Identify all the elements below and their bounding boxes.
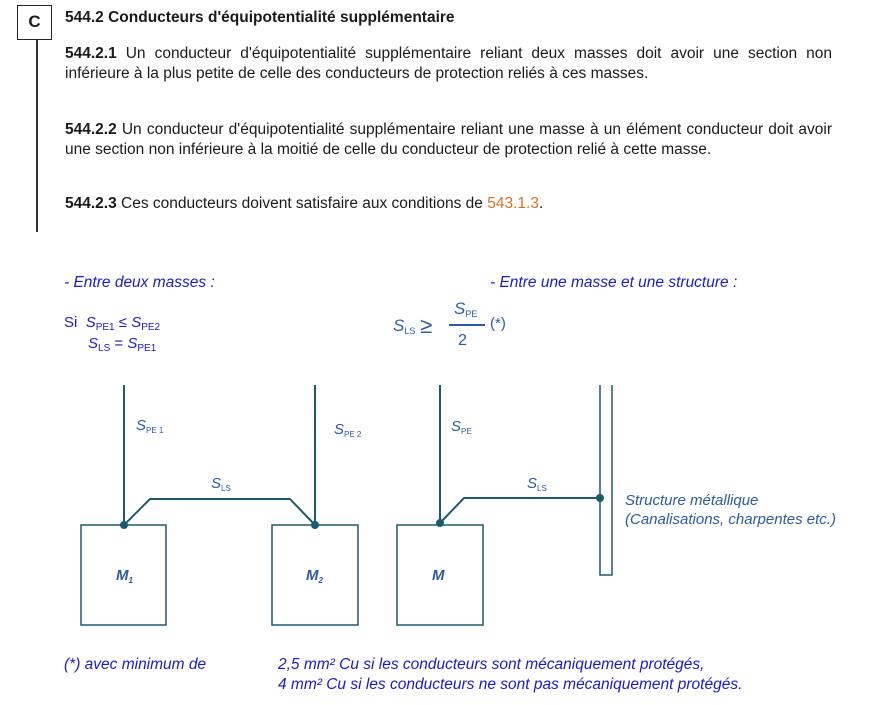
leq-sign: ≤ [118,314,128,331]
subscript-ls: LS [98,343,111,354]
label-m: M [432,567,445,584]
subscript-pe1: PE1 [137,343,157,354]
box-letter: M [116,567,129,584]
paragraph-number: 544.2.2 [65,121,117,138]
paragraph-text-end: . [538,195,544,212]
label-sub: PE 2 [344,430,362,439]
label-spe [451,418,472,436]
subscript-ls: LS [404,326,416,336]
structure-line-2: (Canalisations, charpentes etc.) [625,511,836,528]
heading-mass-structure: - Entre une masse et une structure : [490,274,738,291]
junction-dot [436,519,444,527]
section-badge: C [17,5,52,40]
symbol-s: S [334,421,345,438]
symbol-s: S [127,335,138,352]
junction-dot [120,521,128,529]
label-sub: LS [221,484,231,493]
reference-link[interactable]: 543.1.3 [487,195,539,212]
paragraph-text: Un conducteur d'équipotentialité supplémentaire reliant deux masses doit avoir une section non inférieure à la plus petite de celle des conducteurs de protection reliés à ces masses. [65,45,832,82]
paragraph-text: Un conducteur d'équipotentialité supplémentaire reliant une masse à un élément conducteur doit avoir une section non inférieure à la moitié de celle du conducteur de protection relié à cette masse. [65,121,832,158]
conductor-ls-left [124,499,315,525]
paragraph-text: Ces conducteurs doivent satisfaire aux conditions de [116,195,488,212]
paragraph-number: 544.2.3 [65,195,117,212]
symbol-s: S [136,417,147,434]
conductor-ls-right [440,498,600,523]
label-sls-left [211,475,231,493]
eq-sign: = [114,335,124,352]
symbol-s: S [393,316,405,335]
paragraph-number: 544.2.1 [65,45,117,62]
symbol-s: S [454,299,466,318]
box-sub: 2 [318,576,323,585]
box-letter: M [306,567,319,584]
label-sls-right [527,475,547,493]
footnote-line-1: 2,5 mm² Cu si les conducteurs sont mécaniquement protégés, [278,656,705,673]
subscript-pe: PE [465,309,478,319]
si-word: Si [64,314,78,331]
heading-two-masses: - Entre deux masses : [64,274,215,291]
metal-structure [600,385,612,575]
symbol-s: S [131,314,142,331]
label-sub: LS [537,484,547,493]
footnote-lead: (*) avec minimum de [64,656,207,673]
symbol-s: S [85,314,96,331]
label-sub: PE [461,427,472,436]
symbol-s: S [527,475,538,492]
footnote-line-2: 4 mm² Cu si les conducteurs ne sont pas mécaniquement protégés. [278,676,743,693]
label-spe1 [136,417,163,435]
label-m2 [306,567,323,585]
structure-line-1: Structure métallique [625,492,759,509]
footnote-mark: (*) [490,315,506,332]
geq-sign: ≥ [420,313,433,338]
symbol-s: S [88,335,99,352]
formula-denominator: 2 [458,332,467,349]
label-spe2 [334,421,361,439]
section-title: 544.2 Conducteurs d'équipotentialité supplémentaire [65,9,455,26]
symbol-s: S [451,418,462,435]
symbol-s: S [211,475,222,492]
structure-label [625,491,836,529]
subscript-pe1: PE1 [95,322,115,333]
subscript-pe2: PE2 [141,322,161,333]
box-sub: 1 [128,576,133,585]
label-m1 [116,567,133,585]
label-sub: PE 1 [146,426,164,435]
junction-dot [311,521,319,529]
junction-dot [596,494,604,502]
